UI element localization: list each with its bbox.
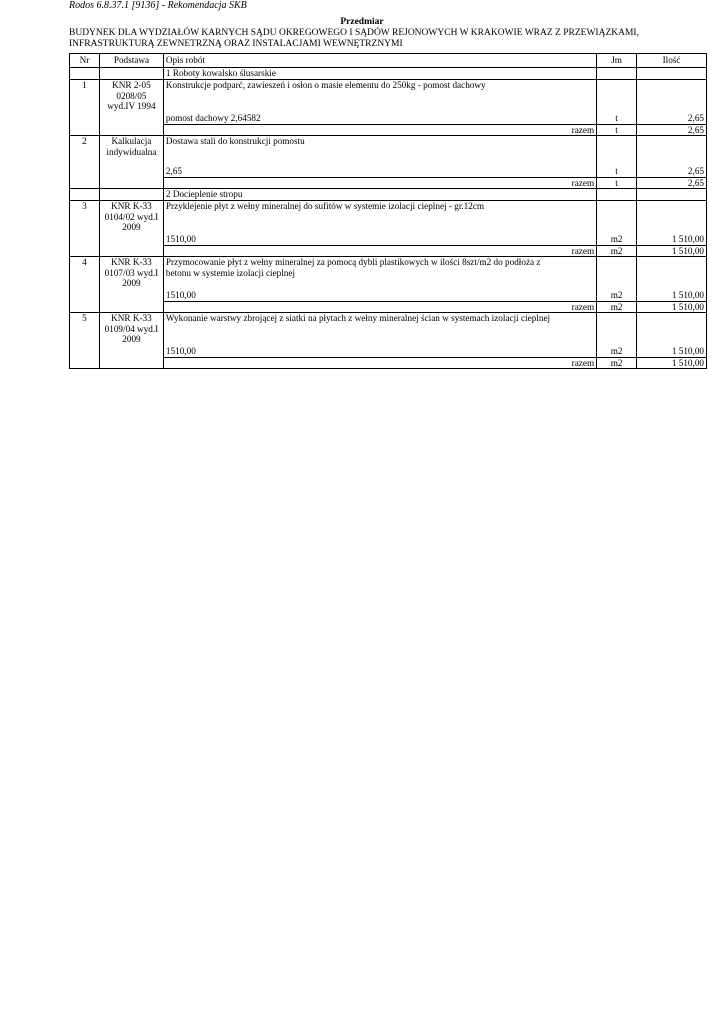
razem-ilosc: 2,65 <box>637 177 707 189</box>
podstawa-line: 0104/02 wyd.I <box>104 211 159 222</box>
item-ilosc: 2,65 <box>637 113 707 124</box>
quantity-row <box>70 346 707 357</box>
item-ilosc: 1 510,00 <box>637 234 707 245</box>
section-row <box>70 68 707 80</box>
item-obmiar: 1510,00 <box>163 234 596 245</box>
item-nr: 5 <box>70 313 100 369</box>
description-line: Dostawa stali do konstrukcji pomostu <box>165 136 305 146</box>
item-jm: m2 <box>597 346 637 357</box>
document-title: Przedmiar <box>340 17 384 27</box>
subtitle-line-2: INFRASTRUKTURĄ ZEWNETRZNĄ ORAZ INSTALACJAMI WEWNĘTRZNYMI <box>69 39 403 49</box>
podstawa-line: KNR K-33 <box>111 257 152 267</box>
razem-ilosc: 1 510,00 <box>637 245 707 257</box>
description-line: betonu w systemie izolacji cieplnej <box>165 267 296 278</box>
razem-label: razem <box>163 357 596 369</box>
item-podstawa <box>99 201 163 257</box>
item-nr: 3 <box>70 201 100 257</box>
podstawa-line: 2009 <box>122 334 141 344</box>
podstawa-line: 0109/04 wyd.I <box>104 323 159 334</box>
item-obmiar: pomost dachowy 2,64582 <box>163 113 596 124</box>
podstawa-line: 0208/05 <box>116 90 147 101</box>
item-ilosc: 1 510,00 <box>637 290 707 301</box>
item-description <box>163 257 596 291</box>
description-line: Wykonanie warstwy zbrojącej z siatki na płytach z wełny mineralnej ścian w systemach izolacji cieplnej <box>165 313 551 323</box>
podstawa-line: KNR 2-05 <box>112 80 151 90</box>
table-row <box>70 313 707 347</box>
table-row <box>70 257 707 291</box>
razem-row <box>70 124 707 136</box>
razem-jm: m2 <box>597 301 637 313</box>
razem-jm: m2 <box>597 245 637 257</box>
podstawa-line: 2009 <box>122 222 141 232</box>
razem-row <box>70 245 707 257</box>
razem-jm: t <box>597 177 637 189</box>
quantity-row <box>70 290 707 301</box>
column-header-ilosc: Ilość <box>637 54 707 68</box>
item-obmiar: 1510,00 <box>163 290 596 301</box>
quantity-row <box>70 166 707 177</box>
item-nr: 4 <box>70 257 100 313</box>
item-ilosc: 2,65 <box>637 166 707 177</box>
software-note: Rodos 6.8.37.1 [9136] - Rekomendacja SKB <box>69 0 247 11</box>
table-row <box>70 136 707 167</box>
quantity-row <box>70 234 707 245</box>
razem-row <box>70 357 707 369</box>
podstawa-line: indywidualna <box>106 146 157 157</box>
item-nr: 1 <box>70 80 100 136</box>
podstawa-line: 2009 <box>122 278 141 288</box>
item-ilosc: 1 510,00 <box>637 346 707 357</box>
podstawa-line: 0107/03 wyd.I <box>104 267 159 278</box>
description-line: Przyklejenie płyt z wełny mineralnej do sufitów w systemie izolacji cieplnej - gr.12cm <box>165 201 485 211</box>
description-line: Przymocowanie płyt z wełny mineralnej za pomocą dybli plastikowych w ilości 8szt/m2 do podłoża z <box>165 257 541 267</box>
table-row <box>70 80 707 114</box>
razem-row <box>70 177 707 189</box>
item-podstawa <box>99 257 163 313</box>
przedmiar-table <box>69 53 707 369</box>
item-nr: 2 <box>70 136 100 189</box>
item-jm: m2 <box>597 234 637 245</box>
item-jm: m2 <box>597 290 637 301</box>
razem-label: razem <box>163 301 596 313</box>
item-jm: t <box>597 113 637 124</box>
table-row <box>70 201 707 235</box>
podstawa-line: KNR K-33 <box>111 313 152 323</box>
razem-jm: t <box>597 124 637 136</box>
razem-label: razem <box>163 245 596 257</box>
description-line: Konstrukcje podparć, zawieszeń i osłon o masie elementu do 250kg - pomost dachowy <box>165 80 486 90</box>
item-jm: t <box>597 166 637 177</box>
item-obmiar: 2,65 <box>163 166 596 177</box>
document-subtitle <box>69 28 709 50</box>
section-row <box>70 189 707 201</box>
section-title: 1 Roboty kowalsko ślusarskie <box>163 68 596 80</box>
section-title: 2 Docieplenie stropu <box>163 189 596 201</box>
razem-ilosc: 2,65 <box>637 124 707 136</box>
item-description <box>163 80 596 114</box>
item-podstawa <box>99 136 163 189</box>
item-podstawa <box>99 80 163 136</box>
item-obmiar: 1510,00 <box>163 346 596 357</box>
razem-jm: m2 <box>597 357 637 369</box>
razem-label: razem <box>163 177 596 189</box>
podstawa-line: KNR K-33 <box>111 201 152 211</box>
item-podstawa <box>99 313 163 369</box>
razem-label: razem <box>163 124 596 136</box>
table-header-row <box>70 54 707 68</box>
razem-ilosc: 1 510,00 <box>637 357 707 369</box>
podstawa-line: Kalkulacja <box>111 136 152 146</box>
column-header-podstawa: Podstawa <box>99 54 163 68</box>
column-header-nr: Nr <box>70 54 100 68</box>
item-description <box>163 136 596 167</box>
razem-ilosc: 1 510,00 <box>637 301 707 313</box>
column-header-jm: Jm <box>597 54 637 68</box>
item-description <box>163 313 596 347</box>
podstawa-line: wyd.IV 1994 <box>107 101 156 111</box>
subtitle-line-1: BUDYNEK DLA WYDZIAŁÓW KARNYCH SĄDU OKREGOWEGO I SĄDÓW REJONOWYCH W KRAKOWIE WRAZ Z PRZEWIĄZKAMI, <box>69 28 639 38</box>
column-header-opis: Opis robót <box>163 54 596 68</box>
quantity-row <box>70 113 707 124</box>
razem-row <box>70 301 707 313</box>
item-description <box>163 201 596 235</box>
